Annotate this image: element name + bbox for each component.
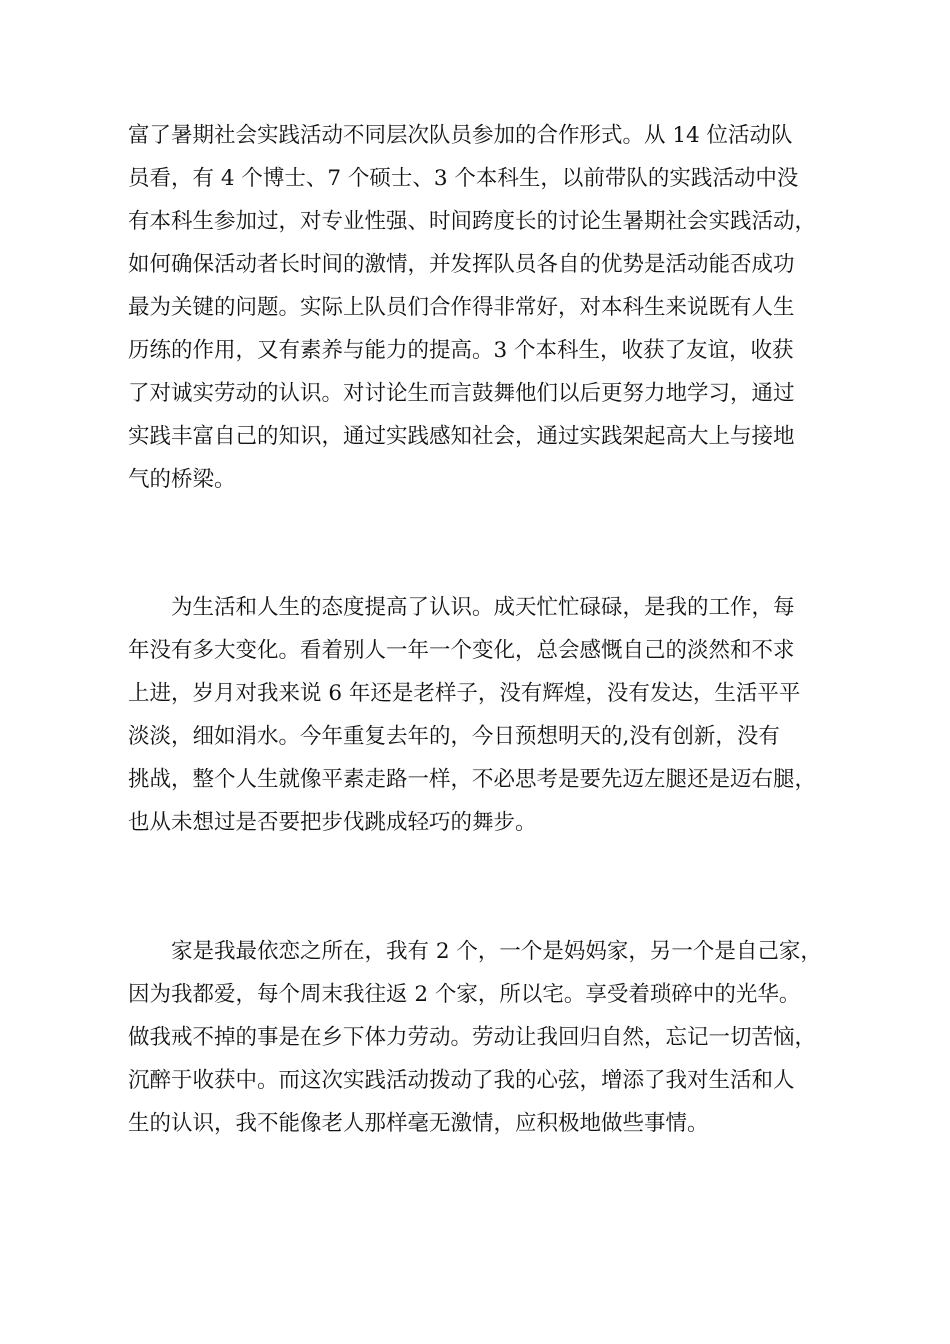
- paragraph-line: 富了暑期社会实践活动不同层次队员参加的合作形式。从 14 位活动队: [128, 123, 793, 148]
- paragraph-line: 为生活和人生的态度提高了认识。成天忙忙碌碌，是我的工作，每: [171, 595, 795, 620]
- paragraph-line: 年没有多大变化。看着别人一年一个变化，总会感慨自己的淡然和不求: [128, 638, 795, 663]
- paragraph-line: 最为关键的问题。实际上队员们合作得非常好，对本科生来说既有人生: [128, 295, 795, 320]
- paragraph-line: 有本科生参加过，对专业性强、时间跨度长的讨论生暑期社会实践活动，: [128, 209, 817, 234]
- paragraph-line: 生的认识，我不能像老人那样毫无激情，应积极地做些事情。: [128, 1111, 709, 1136]
- paragraph-line: 员看，有 4 个博士、7 个硕士、3 个本科生，以前带队的实践活动中没: [128, 166, 799, 191]
- paragraph-line: 淡淡，细如涓水。今年重复去年的，今日预想明天的,没有创新，没有: [128, 724, 780, 749]
- paragraph-line: 了对诚实劳动的认识。对讨论生而言鼓舞他们以后更努力地学习，通过: [128, 381, 795, 406]
- paragraph-line: 因为我都爱，每个周末我往返 2 个家，所以宅。享受着琐碎中的光华。: [128, 982, 801, 1007]
- paragraph-line: 挑战，整个人生就像平素走路一样，不必思考是要先迈左腿还是迈右腿，: [128, 767, 817, 792]
- paragraph-line: 沉醉于收获中。而这次实践活动拨动了我的心弦，增添了我对生活和人: [128, 1068, 795, 1093]
- paragraph-line: 家是我最依恋之所在，我有 2 个，一个是妈妈家，另一个是自己家，: [171, 939, 822, 964]
- paragraph-line: 实践丰富自己的知识，通过实践感知社会，通过实践架起高大上与接地: [128, 424, 795, 449]
- paragraph-line: 气的桥梁。: [128, 467, 236, 492]
- paragraph-line: 也从未想过是否要把步伐跳成轻巧的舞步。: [128, 810, 537, 835]
- paragraph-line: 历练的作用，又有素养与能力的提高。3 个本科生，收获了友谊，收获: [128, 338, 794, 363]
- paragraph-line: 上进，岁月对我来说 6 年还是老样子，没有辉煌，没有发达，生活平平: [128, 681, 801, 706]
- paragraph-line: 做我戒不掉的事是在乡下体力劳动。劳动让我回归自然，忘记一切苦恼，: [128, 1025, 817, 1050]
- paragraph-line: 如何确保活动者长时间的激情，并发挥队员各自的优势是活动能否成功: [128, 252, 795, 277]
